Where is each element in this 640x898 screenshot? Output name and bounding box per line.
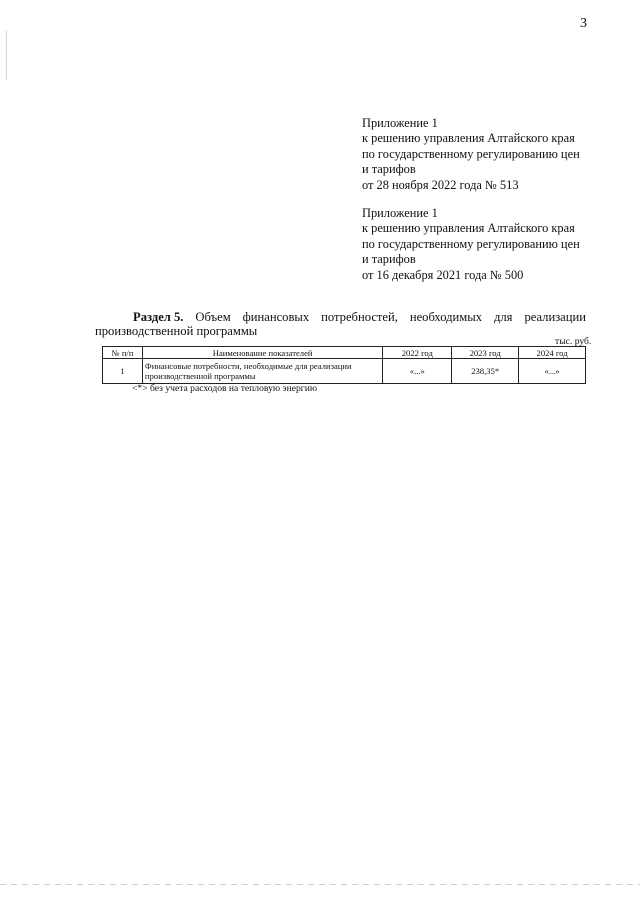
section-title-word: необходимых [409,310,483,324]
scan-edge-mark [6,30,7,80]
appendix-title: Приложение 1 [362,116,438,130]
section-title-word: реализации [524,310,586,324]
table-cell-number: 1 [103,359,143,384]
column-header: № п/п [103,347,143,359]
section-heading [95,310,586,338]
table-cell-value: «...» [383,359,452,384]
financial-needs-table [102,346,586,384]
page-number: 3 [580,16,587,31]
column-header: Наименование показателей [142,347,382,359]
appendix-reference: к решению управления Алтайского края [362,131,575,146]
appendix-date: от 16 декабря 2021 года № 500 [362,267,524,282]
section-title-word: потребностей, [321,310,398,324]
section-title-word: Объем [195,310,231,324]
appendix-date: от 28 ноября 2022 года № 513 [362,177,519,192]
section-title-word: финансовых [242,310,310,324]
unit-label: тыс. руб. [555,336,592,347]
column-header: 2024 год [519,347,586,359]
table-cell-indicator: Финансовые потребности, необходимые для реализации производственной программы [142,359,382,384]
appendix-block-original [362,206,580,283]
column-header: 2022 год [383,347,452,359]
appendix-reference: по государственному регулированию цен [362,236,580,251]
table-row [103,359,586,384]
section-title-word: для [493,310,513,324]
table-header-row [103,347,586,359]
footnote: <*> без учета расходов на тепловую энергию [132,383,317,394]
appendix-title: Приложение 1 [362,206,438,220]
section-label: Раздел 5. [133,310,184,324]
table-cell-value: «...» [519,359,586,384]
appendix-reference: по государственному регулированию цен [362,146,580,161]
table-cell-value: 238,35* [452,359,519,384]
column-header: 2023 год [452,347,519,359]
section-title-continuation: производственной программы [95,324,258,338]
appendix-reference: к решению управления Алтайского края [362,221,575,236]
appendix-block-current [362,116,580,193]
appendix-reference: и тарифов [362,252,416,267]
scan-edge-mark [0,884,640,885]
appendix-reference: и тарифов [362,162,416,177]
